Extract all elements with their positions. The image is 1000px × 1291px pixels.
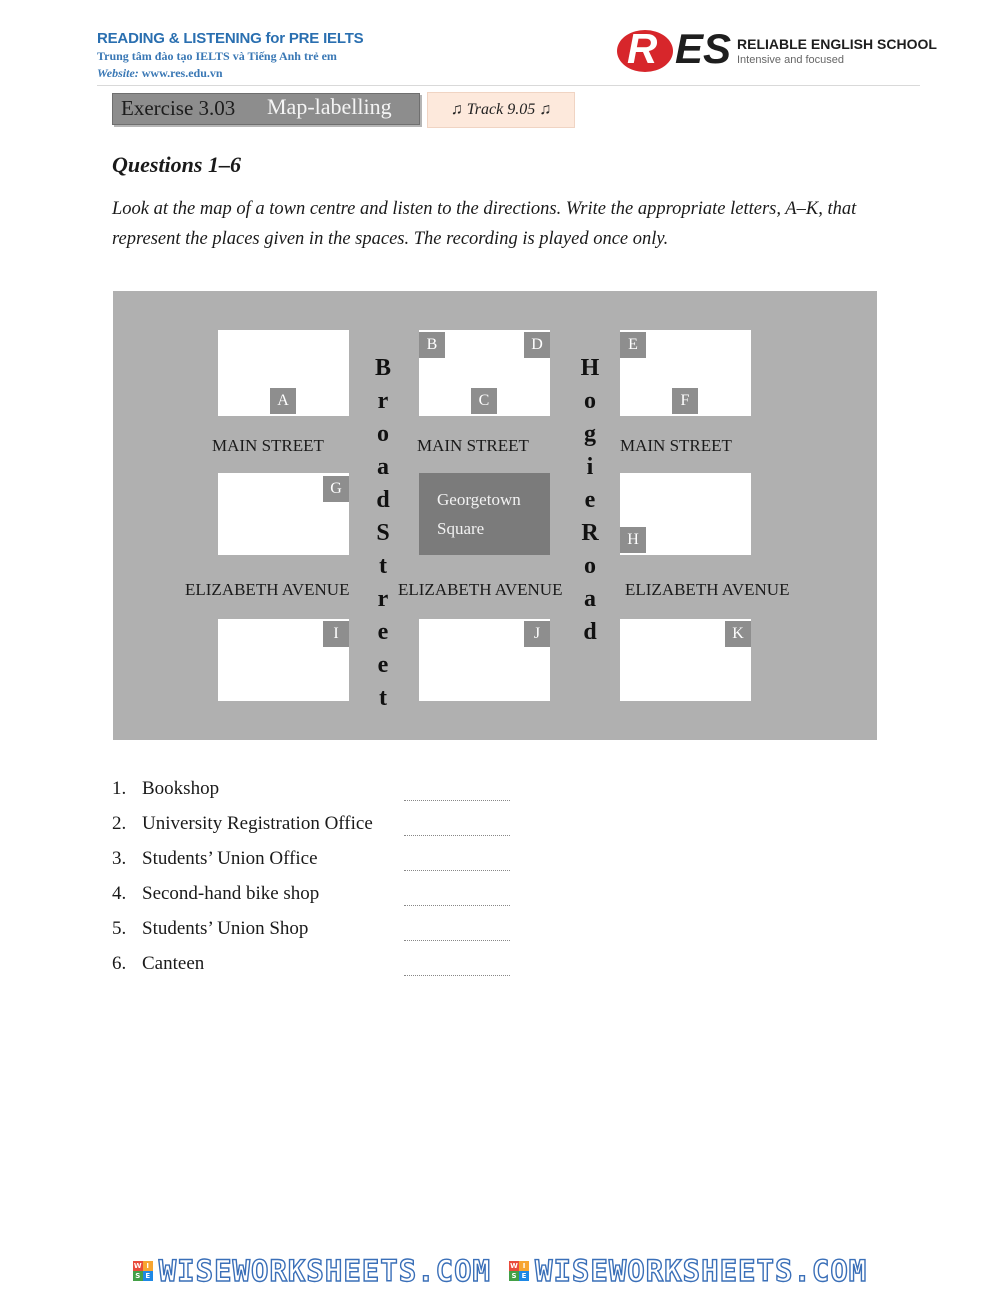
logo-letters-es: ES [675,25,732,72]
audio-track-badge[interactable]: ♫ Track 9.05 ♫ [427,92,575,128]
main-street-right: MAIN STREET [620,436,732,455]
school-name: RELIABLE ENGLISH SCHOOL [737,36,937,52]
answer-blank[interactable] [404,835,510,836]
instructions: Look at the map of a town centre and listen to the directions. Write the appropriate letters, A–K, that represent the places given in the spaces. The recording is played once only. [112,199,857,249]
question-number: 5. [112,918,127,939]
question-number: 6. [112,953,127,974]
watermark-text: WISEWORKSHEETS.COM [158,1253,491,1288]
map-label-j: J [524,621,550,647]
question-number: 1. [112,778,127,799]
watermark-left [133,1254,491,1288]
question-number: 4. [112,883,127,904]
header-title: READING & LISTENING for PRE IELTS [97,30,364,47]
georgetown-square [419,473,550,555]
header-divider [97,85,920,86]
map-label-i: I [323,621,349,647]
map-label-h: H [620,527,646,553]
elizabeth-avenue-left: ELIZABETH AVENUE [185,580,350,599]
map-label-b: B [419,332,445,358]
question-text: Students’ Union Shop [142,918,309,939]
question-text: Students’ Union Office [142,848,318,869]
exercise-banner [112,93,420,125]
answer-blank[interactable] [404,975,510,976]
answer-blank[interactable] [404,800,510,801]
website-url[interactable]: www.res.edu.vn [141,66,223,80]
watermark-right [509,1254,867,1288]
main-street-left: MAIN STREET [212,436,324,455]
question-text: Second-hand bike shop [142,883,320,904]
map-label-f: F [672,388,698,414]
map-label-a: A [270,388,296,414]
answer-blank[interactable] [404,940,510,941]
elizabeth-avenue-right: ELIZABETH AVENUE [625,580,790,599]
wiseworksheets-logo-icon: W I S E [509,1261,529,1281]
logo-letter-r: R [627,25,658,72]
elizabeth-avenue-middle: ELIZABETH AVENUE [398,580,563,599]
map-label-g: G [323,476,349,502]
exercise-name: Map-labelling [267,94,392,119]
wiseworksheets-logo-icon: W I S E [133,1261,153,1281]
broad-street-label: B r o a d S t r e e t [374,355,391,711]
question-number: 2. [112,813,127,834]
footer-watermark [0,1250,1000,1291]
map-label-e: E [620,332,646,358]
school-tagline: Intensive and focused [737,54,845,66]
school-logo [617,25,937,74]
question-text: Bookshop [142,778,220,799]
questions-title: Questions 1–6 [112,152,241,177]
question-text: Canteen [142,953,205,974]
question-number: 3. [112,848,127,869]
square-name: Georgetown [437,490,521,509]
question-text: University Registration Office [142,813,373,834]
exercise-number: Exercise 3.03 [121,96,236,120]
map-label-d: D [524,332,550,358]
map-label-c: C [471,388,497,414]
answer-blank[interactable] [404,905,510,906]
header-website [97,66,223,81]
main-street-middle: MAIN STREET [417,436,529,455]
hogie-road-label: H o g i e R o a d [580,355,600,645]
watermark-text: WISEWORKSHEETS.COM [535,1253,868,1288]
square-word: Square [437,519,485,538]
map-label-k: K [725,621,751,647]
header-subtitle: Trung tâm đào tạo IELTS và Tiếng Anh trẻ em [97,49,337,63]
town-centre-map [113,291,877,740]
answer-blank[interactable] [404,870,510,871]
website-label: Website: [97,66,139,80]
